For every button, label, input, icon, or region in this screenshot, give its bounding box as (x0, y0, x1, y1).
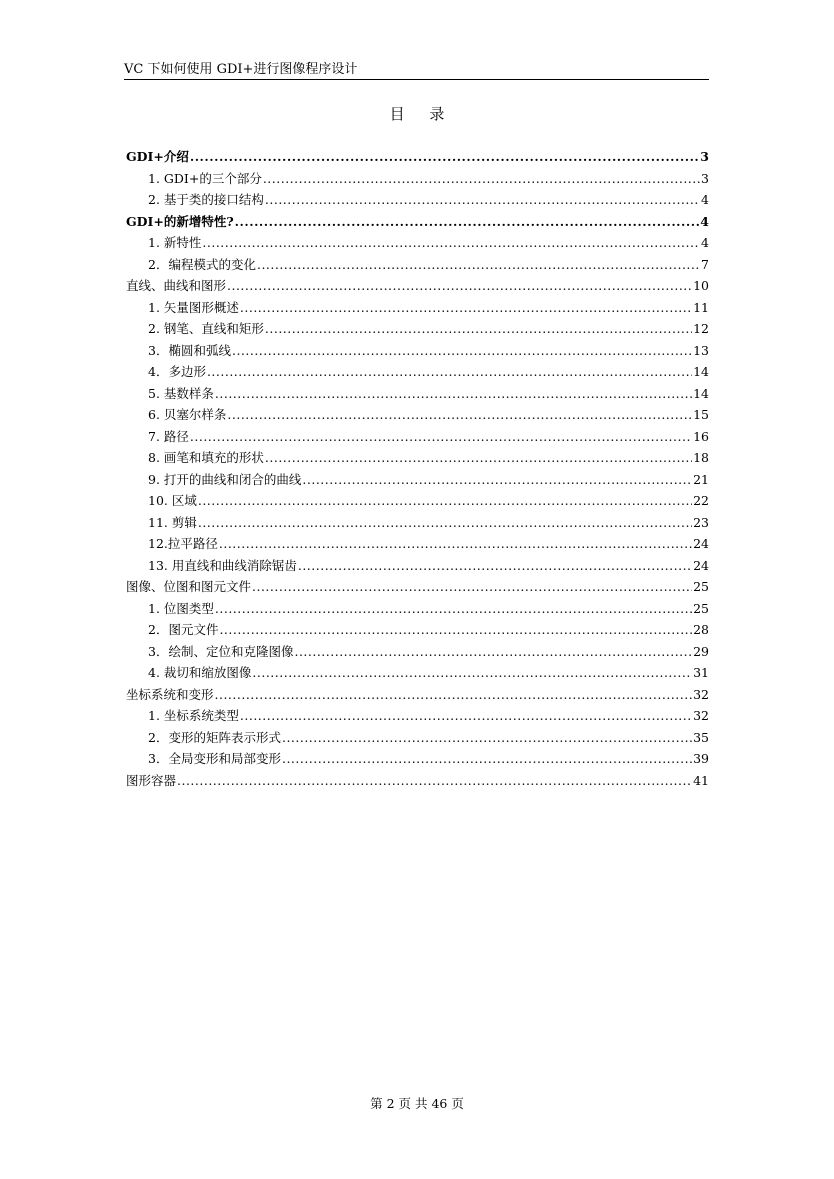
toc-dot-leader (198, 490, 692, 512)
toc-entry-label: 8. 画笔和填充的形状 (148, 450, 264, 465)
toc-dot-leader (298, 555, 692, 577)
toc-section-entry[interactable] (126, 662, 709, 684)
toc-entry-page-number: 3 (700, 149, 709, 164)
toc-dot-leader (240, 297, 692, 319)
toc-dot-leader (282, 727, 692, 749)
toc-dot-leader (265, 189, 700, 211)
toc-dot-leader (207, 361, 692, 383)
toc-chapter-entry[interactable] (126, 684, 709, 706)
toc-dot-leader (219, 619, 692, 641)
toc-entry-label: 图形容器 (126, 772, 177, 788)
toc-dot-leader (263, 168, 700, 190)
toc-entry-page-number: 32 (693, 708, 709, 723)
toc-dot-leader (265, 447, 692, 469)
toc-entry-page-number: 7 (701, 256, 709, 272)
toc-section-entry[interactable] (126, 705, 709, 727)
toc-dot-leader (227, 275, 692, 297)
toc-dot-leader (177, 770, 692, 792)
toc-entry-page-number: 18 (693, 450, 709, 465)
toc-entry-page-number: 39 (693, 751, 709, 766)
toc-dot-leader (215, 383, 692, 405)
toc-dot-leader (282, 748, 692, 770)
toc-chapter-entry[interactable] (126, 576, 709, 598)
toc-entry-page-number: 32 (693, 686, 709, 702)
toc-entry-label: 坐标系统和变形 (126, 686, 214, 702)
toc-entry-page-number: 12 (693, 321, 709, 336)
toc-entry-page-number: 25 (693, 579, 709, 594)
toc-entry-page-number: 4 (700, 213, 709, 229)
toc-section-entry[interactable] (126, 340, 709, 362)
toc-entry-page-number: 13 (693, 342, 709, 358)
table-of-contents (126, 146, 709, 791)
toc-dot-leader (190, 426, 692, 448)
toc-section-entry[interactable] (126, 297, 709, 319)
toc-entry-label: 2. 基于类的接口结构 (148, 192, 264, 207)
toc-entry-label: 7. 路径 (148, 428, 189, 444)
toc-section-entry[interactable] (126, 619, 709, 641)
toc-entry-label: 3．椭圆和弧线 (148, 342, 231, 358)
toc-entry-page-number: 24 (693, 536, 709, 551)
toc-section-entry[interactable] (126, 426, 709, 448)
toc-entry-page-number: 15 (693, 407, 709, 422)
toc-section-entry[interactable] (126, 641, 709, 663)
toc-entry-label: 直线、曲线和图形 (126, 278, 227, 293)
toc-section-entry[interactable] (126, 254, 709, 276)
toc-section-entry[interactable] (126, 748, 709, 770)
toc-dot-leader (302, 469, 692, 491)
toc-dot-leader (240, 705, 692, 727)
toc-entry-page-number: 14 (693, 385, 709, 401)
toc-entry-label: 2．图元文件 (148, 622, 219, 637)
toc-dot-leader (215, 598, 692, 620)
toc-entry-label: 3．绘制、定位和克隆图像 (148, 643, 294, 659)
toc-entry-label: 2．编程模式的变化 (148, 256, 256, 272)
toc-entry-label: 12.拉平路径 (148, 536, 218, 551)
toc-entry-page-number: 24 (693, 557, 709, 573)
toc-section-entry[interactable] (126, 232, 709, 254)
toc-entry-label: 1. 坐标系统类型 (148, 708, 239, 723)
toc-entry-label: 2．变形的矩阵表示形式 (148, 729, 281, 745)
toc-entry-label: 5. 基数样条 (148, 385, 214, 401)
toc-chapter-entry[interactable] (126, 211, 709, 233)
toc-dot-leader (232, 340, 692, 362)
toc-entry-page-number: 22 (693, 493, 709, 508)
toc-entry-label: 13. 用直线和曲线消除锯齿 (148, 557, 297, 573)
toc-section-entry[interactable] (126, 598, 709, 620)
toc-chapter-entry[interactable] (126, 146, 709, 168)
toc-section-entry[interactable] (126, 361, 709, 383)
toc-section-entry[interactable] (126, 490, 709, 512)
toc-section-entry[interactable] (126, 189, 709, 211)
toc-section-entry[interactable] (126, 383, 709, 405)
toc-entry-label: 6. 贝塞尔样条 (148, 407, 227, 422)
toc-section-entry[interactable] (126, 168, 709, 190)
toc-section-entry[interactable] (126, 555, 709, 577)
toc-entry-page-number: 4 (701, 192, 709, 207)
toc-entry-label: 9. 打开的曲线和闭合的曲线 (148, 471, 302, 487)
toc-entry-page-number: 31 (693, 665, 709, 680)
toc-dot-leader (202, 232, 700, 254)
toc-dot-leader (198, 512, 692, 534)
toc-entry-label: 4. 裁切和缩放图像 (148, 665, 252, 680)
toc-entry-page-number: 28 (693, 622, 709, 637)
toc-entry-page-number: 35 (693, 729, 709, 745)
toc-dot-leader (252, 576, 692, 598)
toc-entry-label: 1. 位图类型 (148, 600, 214, 616)
toc-dot-leader (257, 254, 700, 276)
toc-entry-page-number: 21 (693, 471, 709, 487)
toc-entry-label: 2. 钢笔、直线和矩形 (148, 321, 264, 336)
toc-dot-leader (215, 684, 693, 706)
toc-section-entry[interactable] (126, 727, 709, 749)
toc-dot-leader (219, 533, 692, 555)
toc-heading: 目 录 (389, 105, 455, 123)
toc-dot-leader (190, 146, 699, 168)
toc-entry-page-number: 41 (693, 772, 709, 788)
toc-dot-leader (265, 318, 692, 340)
page-header (124, 61, 709, 80)
toc-section-entry[interactable] (126, 447, 709, 469)
toc-dot-leader (252, 662, 692, 684)
toc-section-entry[interactable] (126, 318, 709, 340)
toc-entry-page-number: 25 (693, 600, 709, 616)
toc-entry-label: 1. GDI+的三个部分 (148, 170, 262, 186)
toc-chapter-entry[interactable] (126, 275, 709, 297)
toc-entry-label: 图像、位图和图元文件 (126, 579, 252, 594)
toc-entry-label: 11. 剪辑 (148, 514, 197, 530)
toc-entry-label: GDI+的新增特性? (126, 213, 234, 229)
toc-entry-label: 4．多边形 (148, 364, 206, 379)
page-footer: 第 2 页 共 46 页 (370, 1096, 464, 1111)
toc-dot-leader (294, 641, 692, 663)
toc-chapter-entry[interactable] (126, 770, 709, 792)
toc-section-entry[interactable] (126, 533, 709, 555)
toc-entry-label: GDI+介绍 (126, 149, 189, 164)
toc-entry-page-number: 4 (701, 235, 709, 250)
toc-section-entry[interactable] (126, 469, 709, 491)
toc-entry-page-number: 10 (693, 278, 709, 293)
toc-entry-label: 1. 新特性 (148, 235, 202, 250)
toc-entry-label: 1. 矢量图形概述 (148, 299, 239, 315)
toc-entry-label: 10. 区域 (148, 493, 197, 508)
toc-entry-page-number: 11 (693, 299, 709, 315)
toc-entry-page-number: 3 (701, 170, 709, 186)
toc-section-entry[interactable] (126, 512, 709, 534)
toc-dot-leader (235, 211, 700, 233)
toc-dot-leader (227, 404, 692, 426)
toc-entry-page-number: 16 (693, 428, 709, 444)
toc-section-entry[interactable] (126, 404, 709, 426)
toc-entry-page-number: 14 (693, 364, 709, 379)
toc-entry-page-number: 29 (693, 643, 709, 659)
toc-entry-page-number: 23 (693, 514, 709, 530)
document-title: VC 下如何使用 GDI+进行图像程序设计 (124, 62, 358, 77)
toc-entry-label: 3．全局变形和局部变形 (148, 751, 281, 766)
